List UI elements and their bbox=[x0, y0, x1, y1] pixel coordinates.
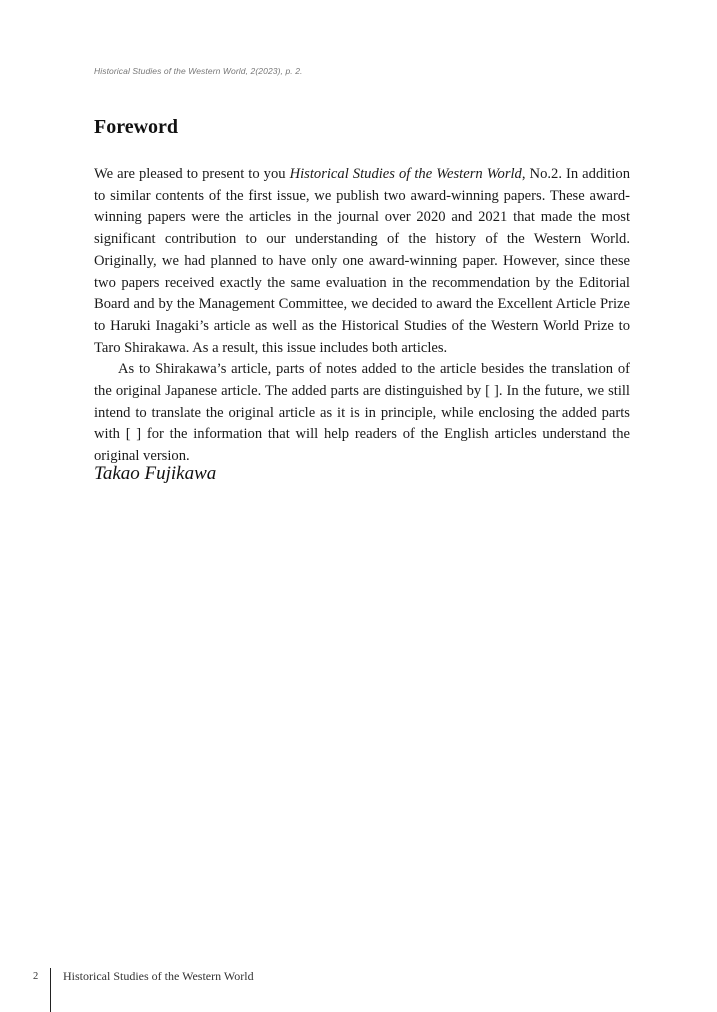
page-title: Foreword bbox=[94, 116, 179, 138]
author-signature: Takao Fujikawa bbox=[94, 463, 217, 484]
paragraph-1-start: We are pleased to present to you bbox=[94, 166, 290, 182]
footer-page-number: 2 bbox=[33, 971, 39, 982]
running-head bbox=[94, 66, 303, 76]
running-head-citation: , 2(2023), p. 2. bbox=[245, 66, 303, 76]
foreword-body bbox=[94, 164, 630, 468]
journal-name-italic: Historical Studies of the Western World bbox=[289, 166, 522, 182]
footer-journal-title: Historical Studies of the Western World bbox=[63, 969, 254, 983]
running-head-journal: Historical Studies of the Western World bbox=[94, 66, 246, 76]
footer-divider bbox=[50, 968, 51, 1012]
paragraph-1-rest: , No.2. In addition to similar contents of the first issue, we publish two award-winning papers. These award-winning papers were the articles in the journal over 2020 and 2021 that made the most significant contribution to our understanding of the history of the Western World. Originally, we had planned to have only one award-winning paper. However, since these two papers received exactly the same evaluation in the recommendation by the Editorial Board and by the Management Committee, we decided to award the Excellent Article Prize to Haruki Inagaki’s article as well as the Historical Studies of the Western World Prize to Taro Shirakawa. As a result, this issue includes both articles. bbox=[94, 166, 630, 356]
paragraph-2: As to Shirakawa’s article, parts of notes added to the article besides the translation of the original Japanese article. The added parts are distinguished by [ ]. In the future, we still intend to translate the original article as it is in principle, while enclosing the added parts with [ ] for the information that will help readers of the English articles understand the original version. bbox=[94, 361, 630, 465]
paragraph-1 bbox=[94, 164, 630, 359]
